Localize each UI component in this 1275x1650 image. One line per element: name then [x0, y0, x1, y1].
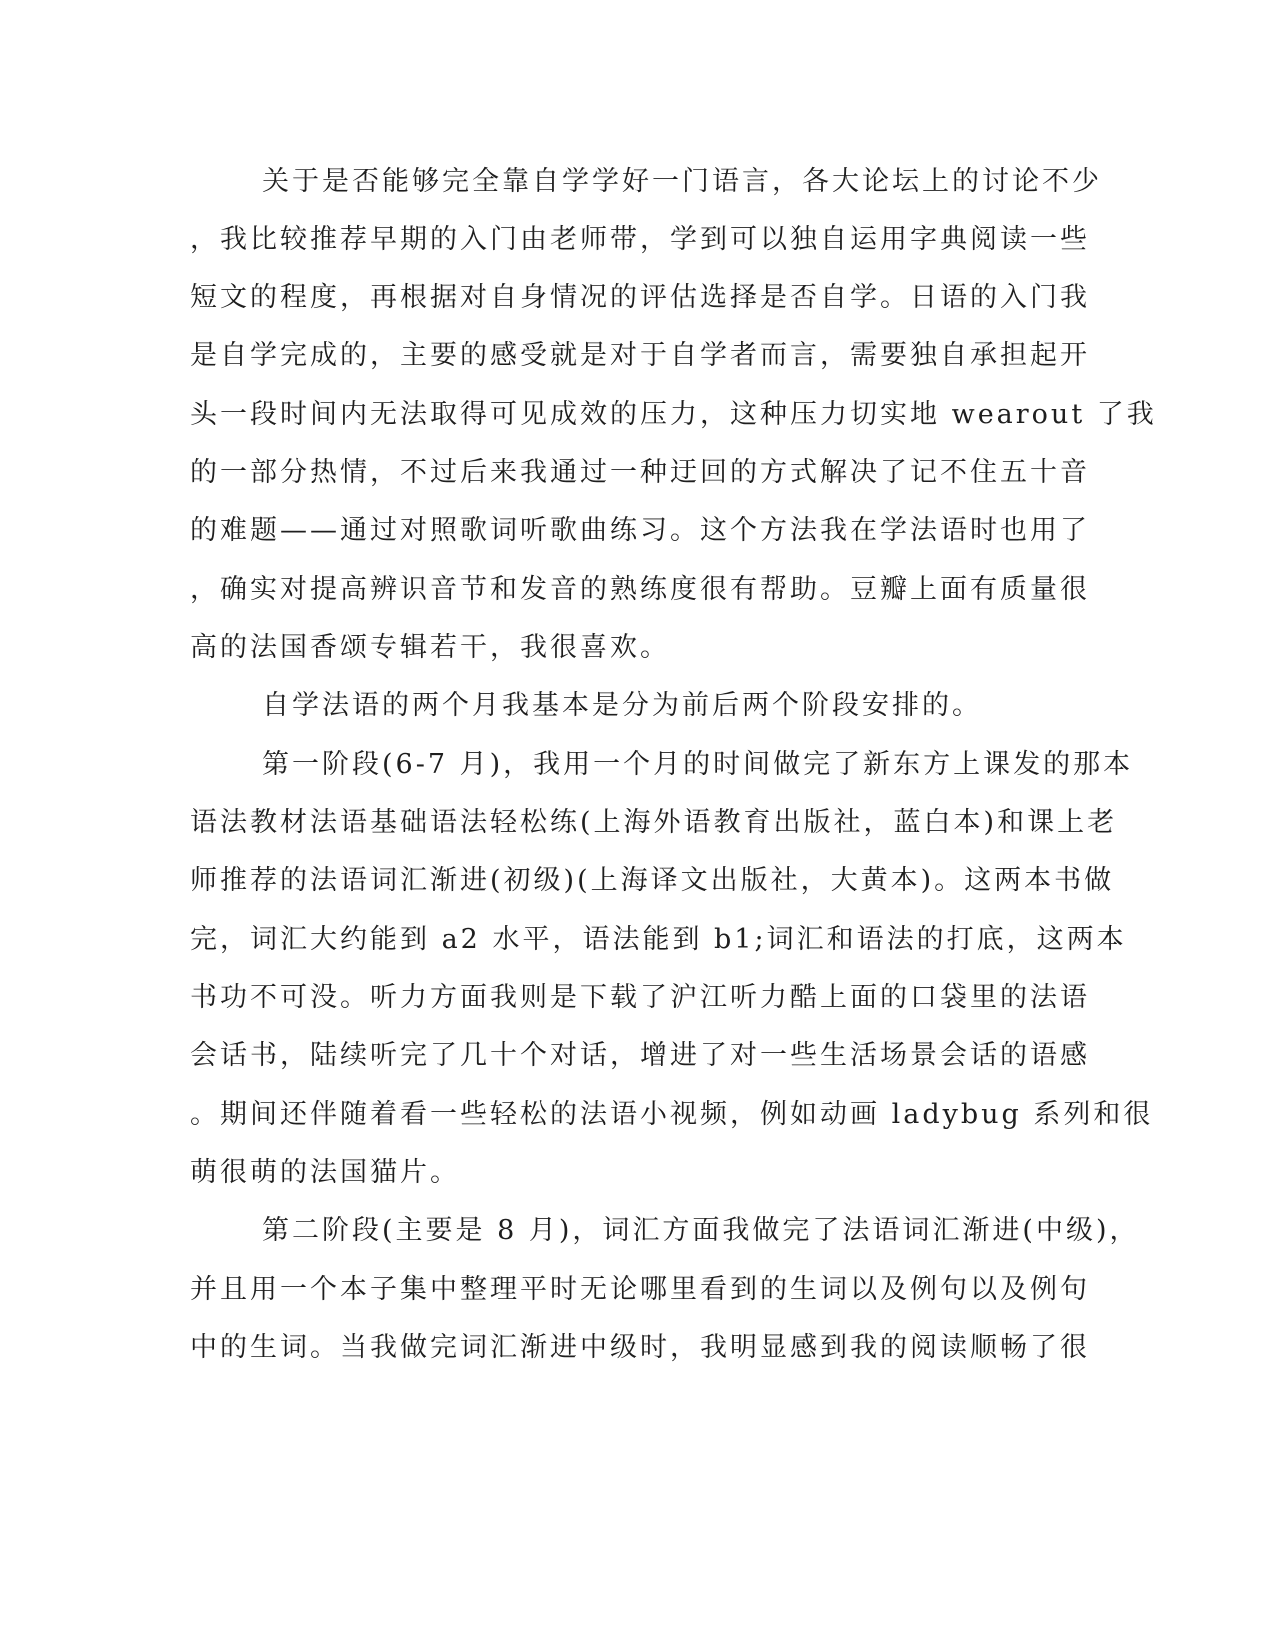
paragraph-3-line-2: 语法教材法语基础语法轻松练(上海外语教育出版社，蓝白本)和课上老 — [190, 807, 1118, 838]
paragraph-2-line-1: 自学法语的两个月我基本是分为前后两个阶段安排的。 — [262, 690, 982, 721]
paragraph-3-line-3: 师推荐的法语词汇渐进(初级)(上海译文出版社，大黄本)。这两本书做 — [190, 865, 1115, 896]
paragraph-4-line-2: 并且用一个本子集中整理平时无论哪里看到的生词以及例句以及例句 — [190, 1274, 1090, 1305]
paragraph-1-line-3: 短文的程度，再根据对自身情况的评估选择是否自学。日语的入门我 — [190, 282, 1090, 313]
paragraph-1-line-9: 高的法国香颂专辑若干，我很喜欢。 — [190, 632, 670, 663]
paragraph-1-line-6: 的一部分热情，不过后来我通过一种迂回的方式解决了记不住五十音 — [190, 457, 1090, 488]
paragraph-3-line-7: 。期间还伴随着看一些轻松的法语小视频，例如动画 ladybug 系列和很 — [190, 1099, 1154, 1130]
paragraph-1-line-2: ，我比较推荐早期的入门由老师带，学到可以独自运用字典阅读一些 — [190, 224, 1090, 255]
paragraph-3-line-4: 完，词汇大约能到 a2 水平，语法能到 b1;词汇和语法的打底，这两本 — [190, 924, 1127, 955]
paragraph-1-line-1: 关于是否能够完全靠自学学好一门语言，各大论坛上的讨论不少 — [262, 166, 1102, 197]
paragraph-1-line-4: 是自学完成的，主要的感受就是对于自学者而言，需要独自承担起开 — [190, 340, 1090, 371]
paragraph-3-line-6: 会话书，陆续听完了几十个对话，增进了对一些生活场景会话的语感 — [190, 1040, 1090, 1071]
paragraph-1-line-8: ，确实对提高辨识音节和发音的熟练度很有帮助。豆瓣上面有质量很 — [190, 574, 1090, 605]
paragraph-4-line-3: 中的生词。当我做完词汇渐进中级时，我明显感到我的阅读顺畅了很 — [190, 1332, 1090, 1363]
paragraph-4-line-1: 第二阶段(主要是 8 月)，词汇方面我做完了法语词汇渐进(中级)， — [262, 1215, 1140, 1246]
paragraph-3-line-5: 书功不可没。听力方面我则是下载了沪江听力酷上面的口袋里的法语 — [190, 982, 1090, 1013]
paragraph-1-line-5: 头一段时间内无法取得可见成效的压力，这种压力切实地 wearout 了我 — [190, 399, 1157, 430]
paragraph-1-line-7: 的难题——通过对照歌词听歌曲练习。这个方法我在学法语时也用了 — [190, 515, 1090, 546]
paragraph-3-line-8: 萌很萌的法国猫片。 — [190, 1157, 460, 1188]
paragraph-3-line-1: 第一阶段(6-7 月)，我用一个月的时间做完了新东方上课发的那本 — [262, 749, 1134, 780]
